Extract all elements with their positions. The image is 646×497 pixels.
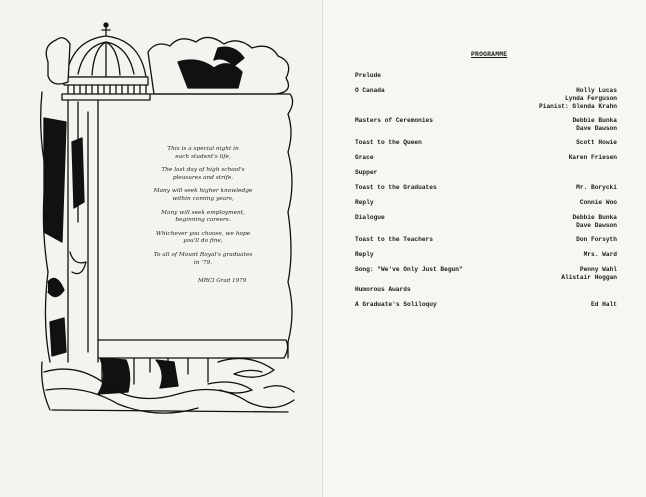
programme-persons: [572, 117, 617, 133]
person-name: Ed Halt: [591, 301, 617, 308]
programme-persons: [576, 139, 617, 147]
poem-signature: MRCI Grad 1979: [198, 278, 247, 284]
poem-line: This is a special night in: [167, 146, 239, 152]
programme-persons: [539, 87, 617, 110]
poem-line: Many will seek employment,: [161, 209, 245, 216]
poem-line: you'll do fine,: [183, 238, 223, 245]
person-name: Lynda Ferguson: [565, 94, 617, 102]
dedication-poem: [128, 146, 278, 273]
programme-item: A Graduate's Soliloquy: [355, 301, 437, 308]
programme-item: Reply: [355, 251, 374, 258]
person-name: Alistair Hoggan: [561, 273, 617, 281]
programme-item: Humorous Awards: [355, 286, 411, 293]
person-name: Connie Woo: [579, 199, 617, 206]
programme-persons: [584, 251, 617, 259]
person-name: Debbie Bunka: [572, 214, 617, 221]
poem-line: The last day of high school's: [161, 167, 245, 174]
person-name: Dave Dawson: [576, 124, 617, 132]
person-name: Penny Wahl: [579, 266, 617, 273]
poem-line: Whichever you choose, we hope: [155, 230, 251, 237]
person-name: Pianist: Glenda Krahn: [539, 102, 617, 110]
poem-line: each student's life,: [175, 153, 231, 160]
programme-item: Toast to the Teachers: [355, 236, 433, 243]
programme-persons: [561, 266, 617, 282]
poem-stanza: [128, 231, 278, 246]
programme-item: Grace: [355, 154, 374, 161]
poem-stanza: [128, 146, 278, 161]
poem-line: pleasures and strife.: [172, 174, 234, 181]
poem-line: To all of Mount Royal's graduates: [153, 251, 253, 258]
person-name: Dave Dawson: [576, 221, 617, 229]
programme-persons: [576, 236, 617, 244]
person-name: Mr. Borycki: [576, 184, 617, 191]
person-name: Holly Lucas: [576, 87, 617, 94]
poem-stanza: [128, 167, 278, 182]
person-name: Scott Howie: [576, 139, 617, 146]
programme-item: Toast to the Queen: [355, 139, 422, 146]
programme-persons: [572, 214, 617, 230]
programme-item: O Canada: [355, 87, 385, 94]
programme-item: Masters of Ceremonies: [355, 117, 433, 124]
programme-persons: [569, 154, 617, 162]
person-name: Don Forsyth: [576, 236, 617, 243]
programme-persons: [576, 184, 617, 192]
programme-persons: [591, 301, 617, 309]
programme-title: PROGRAMME: [471, 51, 508, 58]
programme-item: Prelude: [355, 72, 381, 79]
person-name: Karen Friesen: [568, 154, 617, 161]
poem-line: Many will seek higher knowledge: [153, 188, 253, 195]
programme-item: Dialogue: [355, 214, 385, 221]
poem-stanza: [128, 252, 278, 267]
programme-persons: [580, 199, 617, 207]
poem-line: beginning careers.: [175, 217, 231, 224]
person-name: Mrs. Ward: [583, 251, 617, 258]
poem-line: in '79.: [193, 259, 213, 266]
person-name: Debbie Bunka: [572, 117, 617, 124]
programme-item: Toast to the Graduates: [355, 184, 437, 191]
programme-item: Supper: [355, 169, 378, 176]
poem-stanza: [128, 188, 278, 203]
poem-line: within coming years,: [172, 195, 234, 202]
programme-item: Song: "We've Only Just Begun": [355, 266, 463, 273]
programme-item: Reply: [355, 199, 374, 206]
poem-stanza: [128, 210, 278, 225]
